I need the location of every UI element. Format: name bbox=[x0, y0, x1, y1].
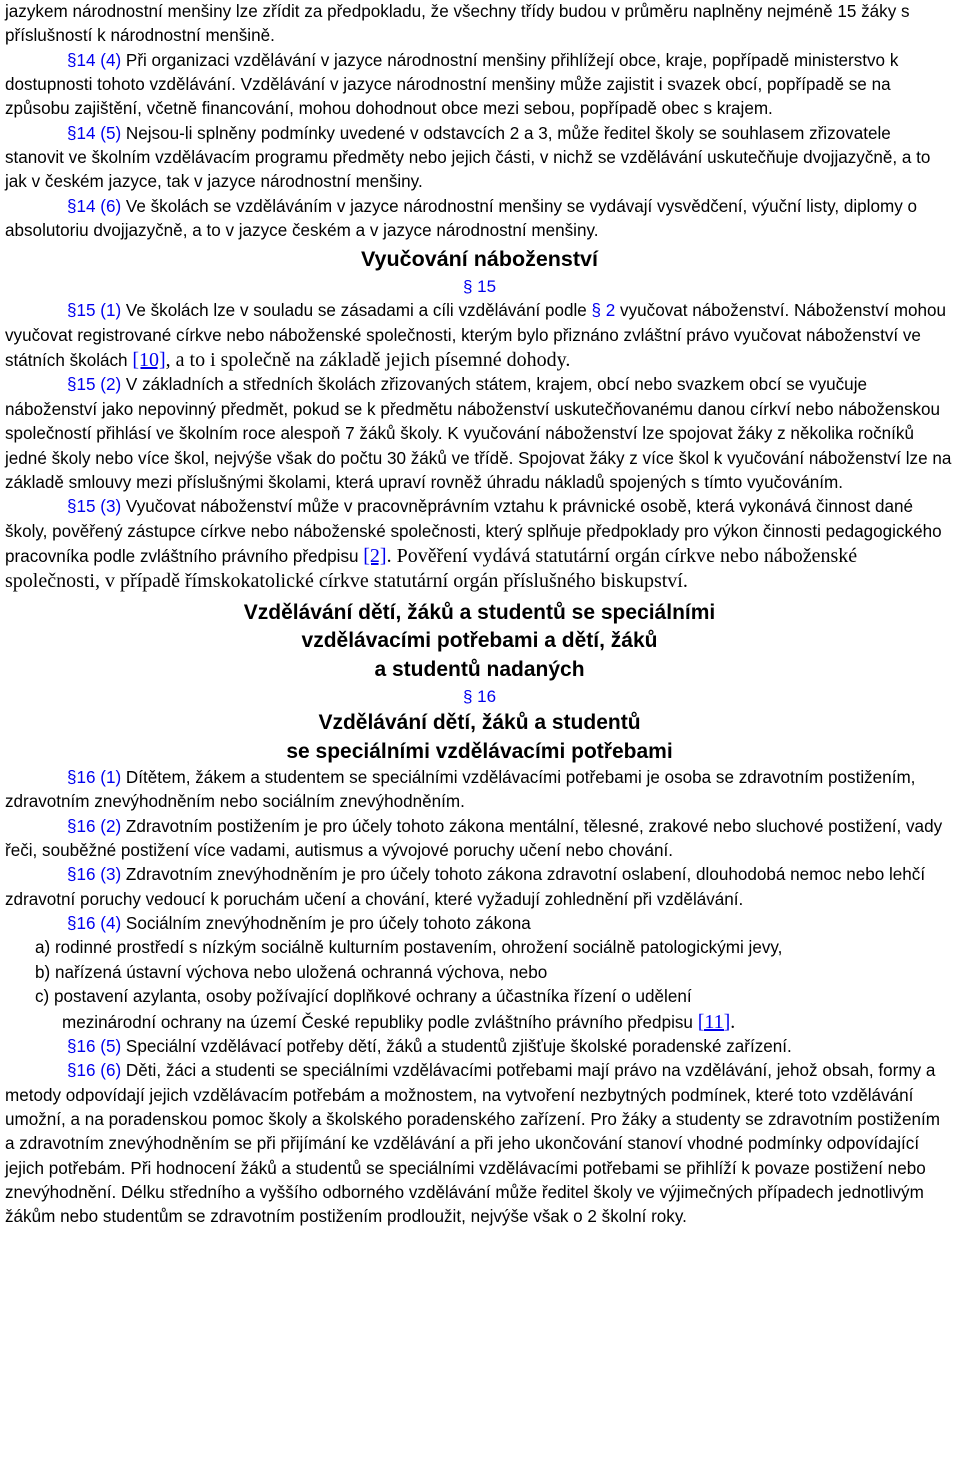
section-number: 14 (5) bbox=[76, 123, 122, 143]
section-sign-icon: § bbox=[67, 768, 77, 788]
section-number: 16 (4) bbox=[76, 914, 122, 934]
section-heading-16 bbox=[5, 684, 954, 709]
section-sign-icon: § bbox=[67, 50, 77, 70]
section-sign-icon: § bbox=[67, 196, 77, 216]
paragraph-16-6 bbox=[5, 1059, 954, 1229]
section-sign-icon: § bbox=[462, 687, 473, 707]
heading-16-line-1: Vzdělávání dětí, žáků a studentů bbox=[318, 711, 641, 735]
section-heading-15 bbox=[5, 274, 954, 299]
heading-specialni-potreby-line-2: vzdělávacími potřebami a dětí, žáků bbox=[301, 629, 658, 653]
paragraph-text: vyučovat náboženství. Náboženství mohou vyučovat registrované církve nebo náboženské společnosti, kterým bylo přiznáno zvláštní právo vyučovat náboženství ve státních školách bbox=[5, 301, 946, 371]
heading-specialni-potreby-line-1: Vzdělávání dětí, žáků a studentů se speciálními bbox=[243, 600, 716, 624]
paragraph-text: Při organizaci vzdělávání v jazyce národnostní menšiny přihlížejí obce, kraje, popřípadě ministerstvo k dostupnosti tohoto vzdělávání. Vzdělávání v jazyce národnostní menšiny může zajistit i svazek obcí, popřípadě se na způsobu zajištění, včetně financování, mohou dohodnout obce mezi sebou, popřípadě obec s krajem. bbox=[5, 50, 899, 119]
paragraph-intro: jazykem národnostní menšiny lze zřídit za předpokladu, že všechny třídy budou v průměru naplněny nejméně 15 žáky s příslušností k národnostní menšině. bbox=[5, 2, 910, 46]
paragraph-15-3 bbox=[5, 495, 954, 594]
section-sign-icon: § bbox=[67, 816, 77, 836]
paragraph-tail: . Pověření vydává statutární orgán církve nebo náboženské společnosti, v případě římskokatolické církve statutární orgán příslušného biskupství. bbox=[5, 544, 858, 593]
list-item-c: c) postavení azylanta, osoby požívající doplňkové ochrany a účastníka řízení o udělení bbox=[35, 987, 692, 1007]
paragraph-15-1 bbox=[5, 299, 954, 373]
section-sign-icon: § bbox=[591, 301, 602, 321]
paragraph-text: Sociálním znevýhodněním je pro účely tohoto zákona bbox=[121, 914, 531, 934]
paragraph-16-2 bbox=[5, 815, 954, 864]
section-number: 15 (2) bbox=[76, 375, 122, 395]
section-sign-icon: § bbox=[67, 914, 77, 934]
list-item-c-continued bbox=[5, 1010, 954, 1035]
paragraph-text: Speciální vzdělávací potřeby dětí, žáků a studentů zjišťuje školské poradenské zařízení. bbox=[121, 1036, 792, 1056]
paragraph-text: V základních a středních školách zřizovaných státem, krajem, obcí nebo svazkem obcí se vyučuje náboženství jako nepovinný předmět, pokud se k předmětu náboženství uskutečňovanému danou církví nebo náboženskou společností přihlásí ve školním roce alespoň 7 žáků školy. K vyučování náboženství lze spojovat žáky z několika ročníků jedné školy nebo více škol, nejvýše však do počtu 30 žáků ve třídě. Spojovat žáky z více škol k vyučování náboženství lze na základě smlouvy mezi příslušnými školami, která upraví rovněž úhradu nákladů spojených s tímto vyučováním. bbox=[5, 375, 952, 492]
footnote-link[interactable]: [2] bbox=[363, 544, 387, 567]
paragraph-tail: , a to i společně na základě jejich písemné dohody. bbox=[165, 349, 571, 372]
paragraph-text: Dítětem, žákem a studentem se speciálními vzdělávacími potřebami je osoba se zdravotním postižením, zdravotním znevýhodněním nebo sociálním znevýhodněním. bbox=[5, 768, 916, 812]
paragraph-text: Zdravotním znevýhodněním je pro účely tohoto zákona zdravotní oslabení, dlouhodobá nemoc nebo lehčí zdravotní poruchy vedoucí k poruchám učení a chování, které vyžadují zohlednění při vzdělávání. bbox=[5, 865, 926, 909]
section-number: 16 (1) bbox=[76, 768, 122, 788]
paragraph-16-5 bbox=[5, 1035, 954, 1059]
footnote-link[interactable]: [10] bbox=[132, 349, 166, 372]
list-item-a: a) rodinné prostředí s nízkým sociálně kulturním postavením, ohrožení sociálně patologickými jevy, bbox=[35, 938, 783, 958]
section-sign-icon: § bbox=[67, 1036, 77, 1056]
section-number: 14 (6) bbox=[76, 196, 122, 216]
section-sign-icon: § bbox=[67, 865, 77, 885]
section-number: 14 (4) bbox=[76, 50, 122, 70]
paragraph-text: Ve školách se vzděláváním v jazyce národnostní menšiny se vydávají vysvědčení, výuční listy, diplomy o absolutoriu dvojjazyčně, a to v jazyce českém a v jazyce národnostní menšiny. bbox=[5, 196, 918, 241]
paragraph-14-6 bbox=[5, 195, 954, 244]
paragraph-16-1 bbox=[5, 766, 954, 815]
paragraph-text: Děti, žáci a studenti se speciálními vzdělávacími potřebami mají právo na vzdělávání, jehož obsah, formy a metody odpovídají jejich vzdělávacím potřebám a možnostem, na vytvoření nezbytných podmínek, které toto vzdělávání umožní, a na poradenskou pomoc školy a školského poradenského zařízení. Pro žáky a studenty se zdravotním postižením a zdravotním znevýhodněním se při přijímání ke vzdělávání a při jeho ukončování stanoví vhodné podmínky odpovídající jejich potřebám. Při hodnocení žáků a studentů se speciálními vzdělávacími potřebami se přihlíží k povaze postižení nebo znevýhodnění. Délku středního a vyššího odborného vzdělávání může ředitel školy ve výjimečných případech jednotlivým žákům nebo studentům se zdravotním postižením prodloužit, nejvýše však o 2 školní roky. bbox=[5, 1061, 940, 1227]
paragraph-text: Ve školách lze v souladu se zásadami a cíli vzdělávání podle bbox=[121, 301, 592, 321]
section-sign-icon: § bbox=[67, 301, 77, 321]
paragraph-16-3 bbox=[5, 863, 954, 912]
heading-16-line-2: se speciálními vzdělávacími potřebami bbox=[286, 739, 673, 763]
section-number: 16 bbox=[477, 687, 497, 707]
section-reference[interactable]: 2 bbox=[605, 301, 616, 321]
section-number: 16 (2) bbox=[76, 816, 122, 836]
section-number: 15 (1) bbox=[76, 301, 122, 321]
section-number: 15 bbox=[477, 277, 497, 297]
heading-specialni-potreby-line-3: a studentů nadaných bbox=[374, 657, 585, 681]
paragraph-14-5 bbox=[5, 122, 954, 195]
section-sign-icon: § bbox=[462, 277, 473, 297]
paragraph-16-4 bbox=[5, 912, 954, 936]
paragraph-text: Nejsou-li splněny podmínky uvedené v odstavcích 2 a 3, může ředitel školy se souhlasem zřizovatele stanovit ve školním vzdělávacím programu předměty nebo jejich části, v nichž se vzdělávání uskutečňuje dvojjazyčně, a to jak v českém jazyce, tak v jazyce národnostní menšiny. bbox=[5, 123, 931, 192]
section-sign-icon: § bbox=[67, 375, 77, 395]
heading-vyucovani-nabozenstvi: Vyučování náboženství bbox=[361, 247, 598, 272]
section-number: 16 (6) bbox=[76, 1061, 122, 1081]
section-sign-icon: § bbox=[67, 497, 77, 517]
section-sign-icon: § bbox=[67, 1061, 77, 1081]
footnote-link[interactable]: [11] bbox=[697, 1010, 731, 1033]
list-item-b: b) nařízená ústavní výchova nebo uložená ochranná výchova, nebo bbox=[35, 962, 548, 982]
list-item-tail: . bbox=[730, 1010, 736, 1033]
section-number: 16 (5) bbox=[76, 1036, 122, 1056]
paragraph-text: Zdravotním postižením je pro účely tohoto zákona mentální, tělesné, zrakové nebo sluchové postižení, vady řeči, souběžné postižení více vadami, autismus a vývojové poruchy učení nebo chování. bbox=[5, 816, 943, 861]
section-number: 16 (3) bbox=[76, 865, 122, 885]
list-item-text: mezinárodní ochrany na území České republiky podle zvláštního právního předpisu bbox=[62, 1012, 698, 1032]
paragraph-14-4 bbox=[5, 49, 954, 122]
paragraph-15-2 bbox=[5, 373, 954, 495]
paragraph-text: Vyučovat náboženství může v pracovněprávním vztahu k právnické osobě, která vykonává činnost dané školy, pověřený zástupce církve nebo náboženské společnosti, který splňuje předpoklady pro výkon činnosti pedagogického pracovníka podle zvláštního právního předpisu bbox=[5, 497, 942, 566]
section-sign-icon: § bbox=[67, 123, 77, 143]
section-number: 15 (3) bbox=[76, 497, 122, 517]
